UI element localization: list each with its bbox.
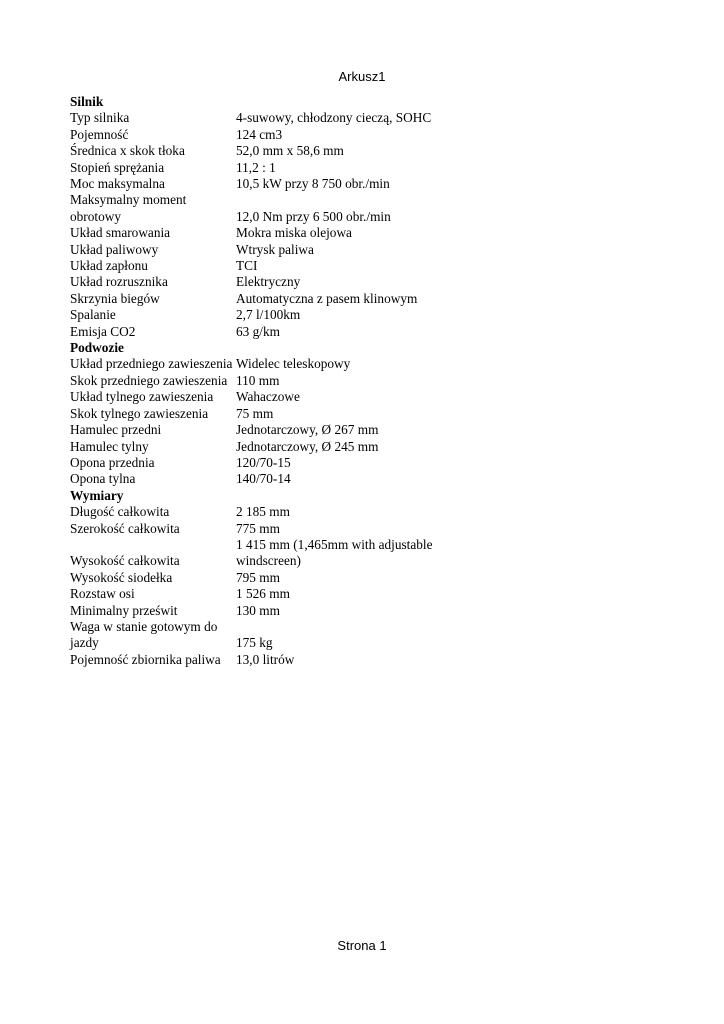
spec-row [70,307,466,323]
spec-label: Układ przedniego zawieszenia [70,356,233,372]
spec-row [70,471,466,487]
spec-value: 110 mm [236,372,280,388]
spec-row [70,258,466,274]
spec-row [70,225,466,241]
spec-label: Pojemność [70,126,129,142]
spec-label: Długość całkowita [70,504,170,520]
spec-value: 795 mm [236,569,280,585]
spec-label: Wysokość całkowita [70,553,180,569]
spec-row [70,274,466,290]
section-title-silnik: Silnik [70,94,104,109]
spec-value: 13,0 litrów [236,651,295,667]
spec-label: Skok tylnego zawieszenia [70,405,209,421]
spec-row [70,521,466,537]
spec-value: 10,5 kW przy 8 750 obr./min [236,176,390,192]
spec-value: Wahaczowe [236,389,300,405]
spec-label: Hamulec przedni [70,422,162,438]
spec-label: Rozstaw osi [70,586,135,602]
spec-row [70,373,466,389]
spec-label: Opona tylna [70,471,136,487]
spec-value: Jednotarczowy, Ø 245 mm [236,438,379,454]
spec-row [70,110,466,126]
spec-label: Maksymalny moment obrotowy [70,192,187,224]
spec-row [70,356,466,372]
spec-row [70,422,466,438]
spec-label: Minimalny prześwit [70,602,178,618]
section-title-wymiary: Wymiary [70,487,124,503]
spec-label: Układ zapłonu [70,258,148,274]
spec-row [70,586,466,602]
spec-row [70,439,466,455]
spec-value: 52,0 mm x 58,6 mm [236,143,344,159]
spec-value: 63 g/km [236,323,280,339]
spec-label: Spalanie [70,307,116,323]
spec-value: 130 mm [236,602,280,618]
section-title-podwozie: Podwozie [70,340,124,356]
spec-row [70,537,466,570]
spec-value: Jednotarczowy, Ø 267 mm [236,422,379,438]
spec-label: Średnica x skok tłoka [70,143,185,159]
spec-value: 4-suwowy, chłodzony cieczą, SOHC [236,110,432,126]
spec-label: Emisja CO2 [70,323,136,339]
spec-row [70,192,466,225]
spec-value: 1 526 mm [236,586,290,602]
spec-value: 775 mm [236,520,280,536]
spec-value: 2,7 l/100km [236,307,301,323]
spec-row [70,389,466,405]
spec-row [70,603,466,619]
spec-value: 120/70-15 [236,454,291,470]
spec-label: Stopień sprężania [70,159,165,175]
spec-value: Mokra miska olejowa [236,225,352,241]
spec-label: Układ smarowania [70,225,171,241]
spec-value: Elektryczny [236,274,301,290]
spec-value: 11,2 : 1 [236,159,276,175]
spec-label: Pojemność zbiornika paliwa [70,651,221,667]
spec-value: 1 415 mm (1,465mm with adjustable windscreen) [236,536,433,569]
spec-row [70,455,466,471]
spec-row [70,160,466,176]
spec-label: Skok przedniego zawieszenia [70,372,228,388]
spec-value: Widelec teleskopowy [236,356,351,372]
spec-row [70,242,466,258]
spec-label: Układ paliwowy [70,241,159,257]
spec-value: 12,0 Nm przy 6 500 obr./min [236,208,391,224]
spec-label: Skrzynia biegów [70,290,160,306]
spec-label: Typ silnika [70,110,130,126]
spec-value: Wtrysk paliwa [236,241,314,257]
spec-row [70,619,466,652]
spec-row [70,176,466,192]
spec-label: Wysokość siodełka [70,569,173,585]
spec-row [70,406,466,422]
spec-label: Hamulec tylny [70,438,149,454]
spec-value: Automatyczna z pasem klinowym [236,290,418,306]
spec-row [70,127,466,143]
spec-label: Szerokość całkowita [70,520,180,536]
spec-row [70,652,466,668]
spec-label: Opona przednia [70,454,155,470]
spec-value: 175 kg [236,635,273,651]
spec-label: Układ tylnego zawieszenia [70,389,214,405]
spec-table [70,94,466,668]
spec-row [70,504,466,520]
sheet-footer: Strona 1 [337,938,387,953]
sheet-header: Arkusz1 [338,69,386,84]
spec-value: 75 mm [236,405,274,421]
spec-row [70,570,466,586]
spec-label: Układ rozrusznika [70,274,168,290]
spec-label: Moc maksymalna [70,176,165,192]
spec-row [70,324,466,340]
spec-value: TCI [236,258,258,274]
spec-row [70,143,466,159]
spec-row [70,291,466,307]
spec-value: 2 185 mm [236,504,290,520]
spec-label: Waga w stanie gotowym do jazdy [70,618,218,651]
spec-value: 140/70-14 [236,471,291,487]
spec-value: 124 cm3 [236,126,283,142]
